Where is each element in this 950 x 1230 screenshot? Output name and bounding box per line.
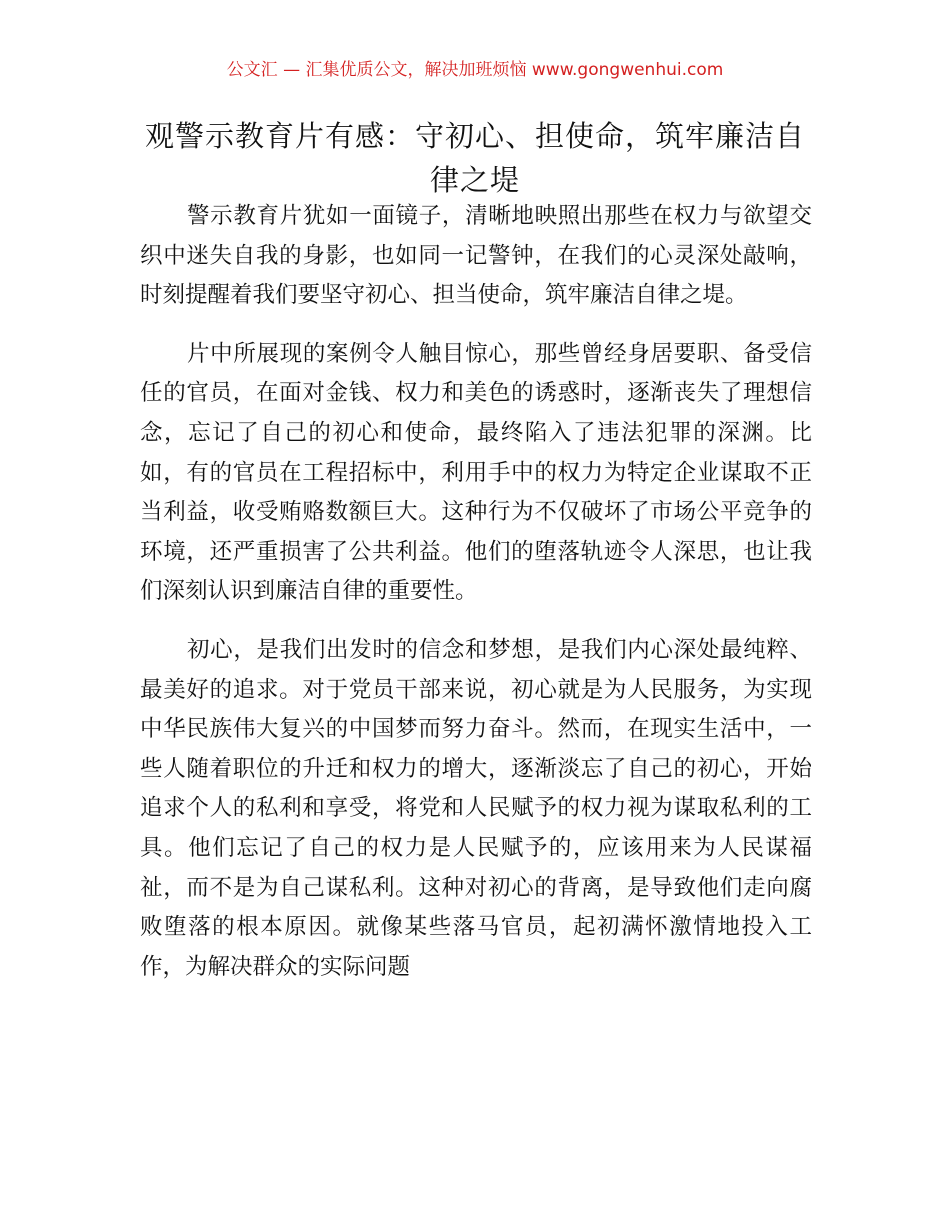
document-body [140, 197, 812, 1006]
document-title: 观警示教育片有感：守初心、担使命，筑牢廉洁自律之堤 [144, 119, 805, 197]
paragraph-2: 片中所展现的案例令人触目惊心，那些曾经身居要职、备受信任的官员，在面对金钱、权力和美色的诱惑时，逐渐丧失了理想信念，忘记了自己的初心和使命，最终陷入了违法犯罪的深渊。比如，有的官员在工程招标中，利用手中的权力为特定企业谋取不正当利益，收受贿赂数额巨大。这种行为不仅破坏了市场公平竞争的环境，还严重损害了公共利益。他们的堕落轨迹令人深思，也让我们深刻认识到廉洁自律的重要性。 [140, 340, 812, 605]
paragraph-1: 警示教育片犹如一面镜子，清晰地映照出那些在权力与欲望交织中迷失自我的身影，也如同一记警钟，在我们的心灵深处敲响，时刻提醒着我们要坚守初心、担当使命，筑牢廉洁自律之堤。 [140, 203, 812, 309]
site-banner: 公文汇 — 汇集优质公文，解决加班烦恼 www.gongwenhui.com [226, 60, 724, 80]
paragraph-3: 初心，是我们出发时的信念和梦想，是我们内心深处最纯粹、最美好的追求。对于党员干部来说，初心就是为人民服务，为实现中华民族伟大复兴的中国梦而努力奋斗。然而，在现实生活中，一些人随着职位的升迁和权力的增大，逐渐淡忘了自己的初心，开始追求个人的私利和享受，将党和人民赋予的权力视为谋取私利的工具。他们忘记了自己的权力是人民赋予的，应该用来为人民谋福祉，而不是为自己谋私利。这种对初心的背离，是导致他们走向腐败堕落的根本原因。就像某些落马官员，起初满怀激情地投入工作，为解决群众的实际问题 [140, 636, 812, 980]
